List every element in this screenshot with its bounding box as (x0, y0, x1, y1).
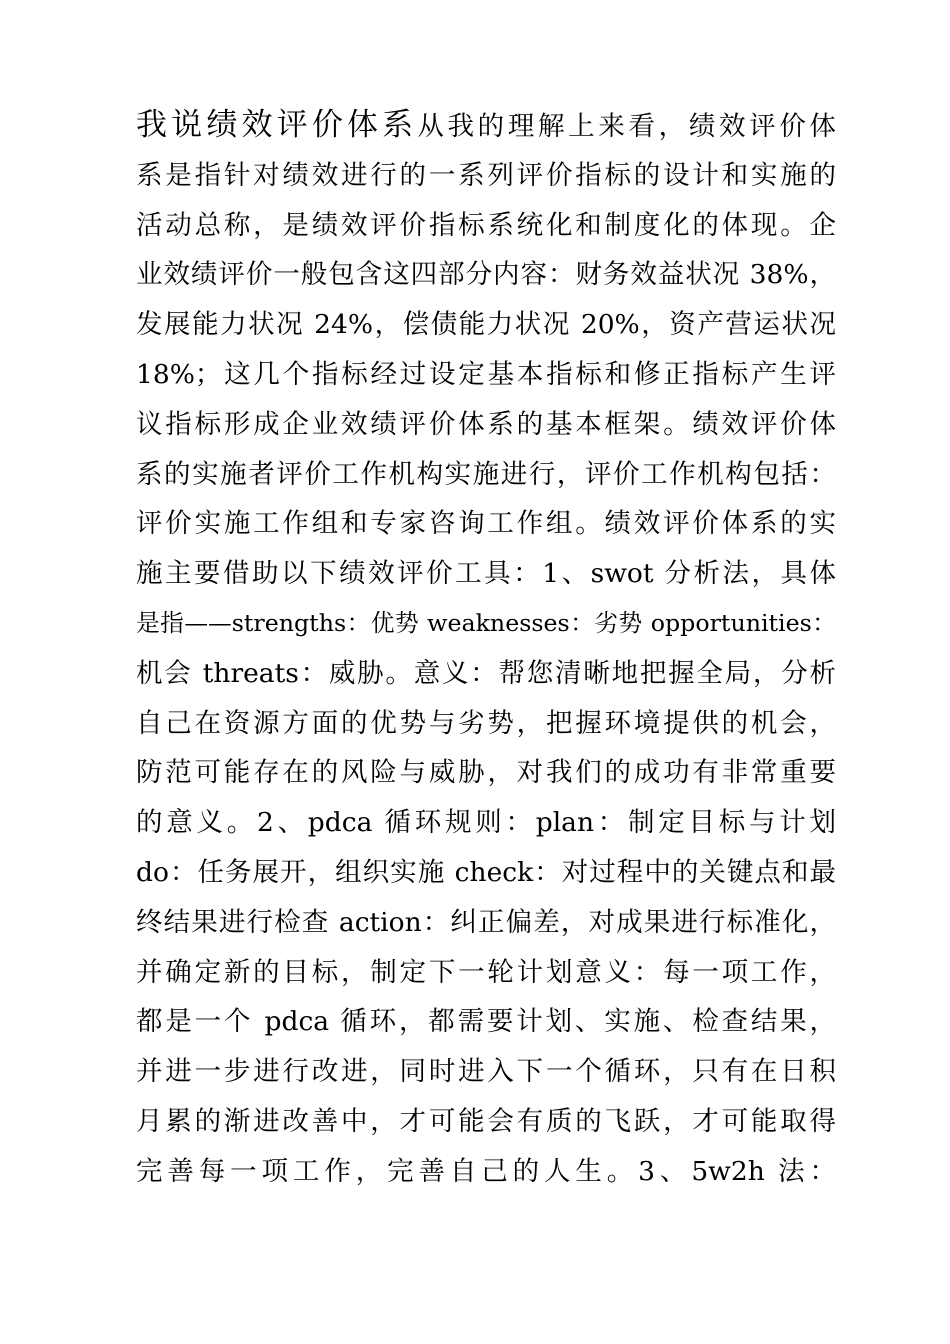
text-line-16: do：任务展开，组织实施 check：对过程中的关键点和最 (136, 856, 836, 888)
text-line-18: 并确定新的目标，制定下一轮计划意义：每一项工作， (136, 956, 836, 988)
body-text (136, 101, 836, 1197)
text-line-6: 18%；这几个指标经过设定基本指标和修正指标产生评 (136, 358, 836, 390)
text-line-5: 发展能力状况 24%，偿债能力状况 20%，资产营运状况 (136, 309, 836, 341)
text-line-3: 活动总称，是绩效评价指标系统化和制度化的体现。企 (136, 209, 836, 241)
text-line-4: 业效绩评价一般包含这四部分内容：财务效益状况 38%， (136, 259, 836, 291)
text-line-7: 议指标形成企业效绩评价体系的基本框架。绩效评价体 (136, 408, 836, 440)
text-line-12: 机会 threats：威胁。意义：帮您清晰地把握全局，分析 (136, 657, 836, 689)
text-line-17: 终结果进行检查 action：纠正偏差，对成果进行标准化， (136, 906, 836, 938)
text-line-15: 的意义。2、pdca 循环规则：plan：制定目标与计划 (136, 807, 836, 839)
text-line-14: 防范可能存在的风险与威胁，对我们的成功有非常重要 (136, 757, 836, 789)
text-line-10: 施主要借助以下绩效评价工具：1、swot 分析法，具体 (136, 558, 836, 590)
text-line-9: 评价实施工作组和专家咨询工作组。绩效评价体系的实 (136, 508, 836, 540)
text-line-1 (136, 101, 836, 151)
text-line-22: 完善每一项工作，完善自己的人生。3、5w2h 法： (136, 1155, 836, 1187)
text-line-1-content: 从我的理解上来看，绩效评价体 (417, 111, 837, 142)
text-line-21: 月累的渐进改善中，才可能会有质的飞跃，才可能取得 (136, 1105, 836, 1137)
text-line-2: 系是指针对绩效进行的一系列评价指标的设计和实施的 (136, 159, 836, 191)
text-line-11: 是指——strengths：优势 weaknesses：劣势 opportunities： (136, 608, 836, 637)
document-title: 我说绩效评价体系 (136, 107, 418, 143)
text-line-19: 都是一个 pdca 循环，都需要计划、实施、检查结果， (136, 1006, 836, 1038)
text-line-13: 自己在资源方面的优势与劣势，把握环境提供的机会， (136, 707, 836, 739)
text-line-20: 并进一步进行改进，同时进入下一个循环，只有在日积 (136, 1056, 836, 1088)
text-line-8: 系的实施者评价工作机构实施进行，评价工作机构包括： (136, 458, 836, 490)
